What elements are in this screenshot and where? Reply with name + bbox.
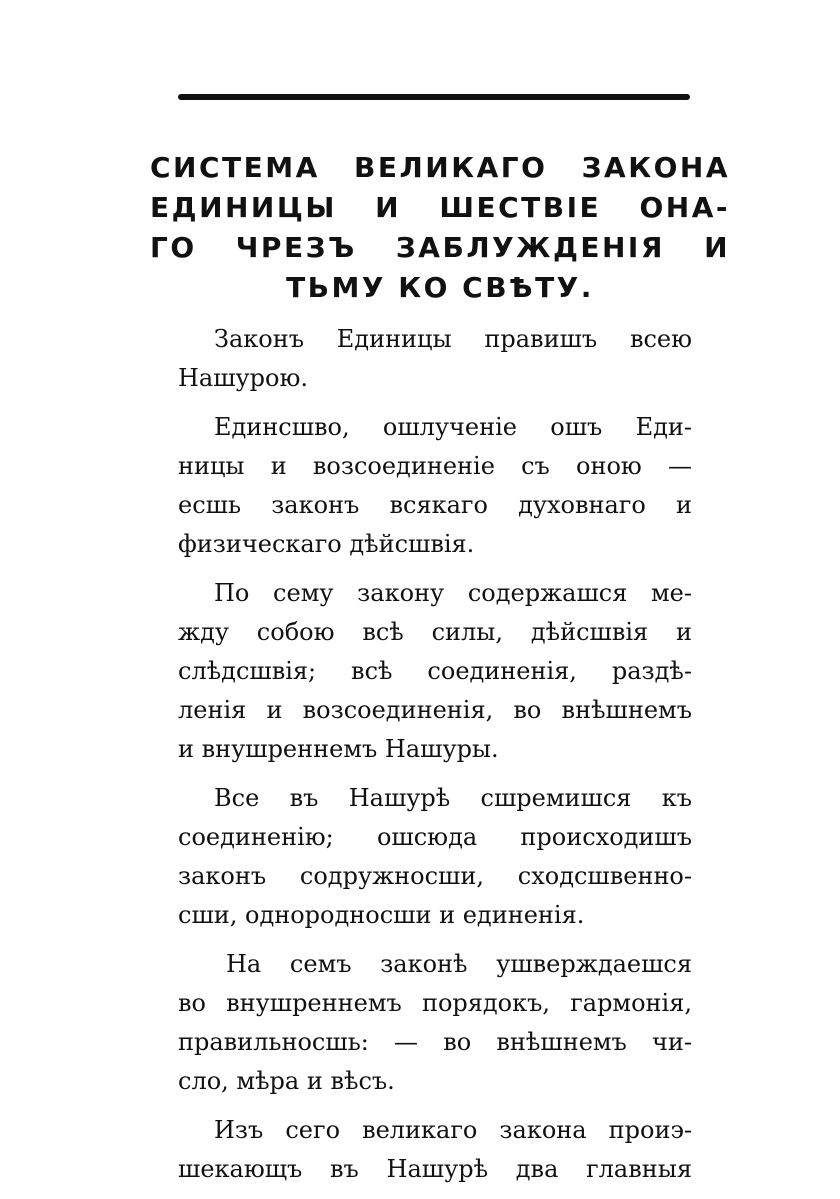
text-line: Изъ сего великаго закона проиэ- (214, 1116, 692, 1144)
text-line: По сему закону содержашся ме- (214, 579, 692, 607)
text-line: физическаго дѣйсшвія. (178, 530, 475, 558)
paragraph (178, 320, 692, 398)
title-line: СИСТЕМА ВЕЛИКАГО ЗАКОНА (150, 151, 730, 184)
text-line: ницы и возсоединеніе съ оною — (178, 452, 692, 480)
text-line: ленія и возсоединенія, во внѣшнемъ (178, 696, 692, 724)
text-line: шекающъ въ Нашурѣ два главныя (178, 1155, 692, 1183)
chapter-title (150, 148, 730, 308)
paragraph (178, 945, 692, 1101)
text-line: Единсшво, ошлученіе ошъ Еди- (214, 413, 692, 441)
text-line: Законъ Единицы правишъ всею (214, 325, 692, 353)
title-line: ТЬМУ КО СВѢТУ. (286, 271, 594, 304)
text-line: правильносшь: — во внѣшнемъ чи- (178, 1028, 692, 1056)
text-line: во внушреннемъ порядокъ, гармонія, (178, 989, 692, 1017)
header-rule (178, 94, 690, 100)
paragraph (178, 779, 692, 935)
text-line: жду собою всѣ силы, дѣйсшвія и (178, 618, 692, 646)
text-line: Нашурою. (178, 364, 309, 392)
title-line: ЕДИНИЦЫ И ШЕСТВІЕ ОНА- (150, 191, 730, 224)
text-line: сло, мѣра и вѣсъ. (178, 1067, 395, 1095)
paragraph (178, 1111, 692, 1189)
text-line: На семъ законѣ ушверждаешся (226, 950, 692, 978)
paragraph (178, 408, 692, 564)
body-text (178, 320, 692, 1199)
text-line: слѣдсшвія; всѣ соединенія, раздѣ- (178, 657, 692, 685)
text-line: законъ содружносши, сходсшвенно- (178, 862, 692, 890)
text-line: Все въ Нашурѣ сшремишся къ (214, 784, 692, 812)
paragraph (178, 574, 692, 769)
text-line: есшь законъ всякаго духовнаго и (178, 491, 692, 519)
text-line: соединенію; ошсюда происходишъ (178, 823, 692, 851)
text-line: и внушреннемъ Нашуры. (178, 735, 499, 763)
text-line: сши, однородносши и единенія. (178, 901, 585, 929)
title-line: ГО ЧРЕЗЪ ЗАБЛУЖДЕНІЯ И (150, 231, 730, 264)
